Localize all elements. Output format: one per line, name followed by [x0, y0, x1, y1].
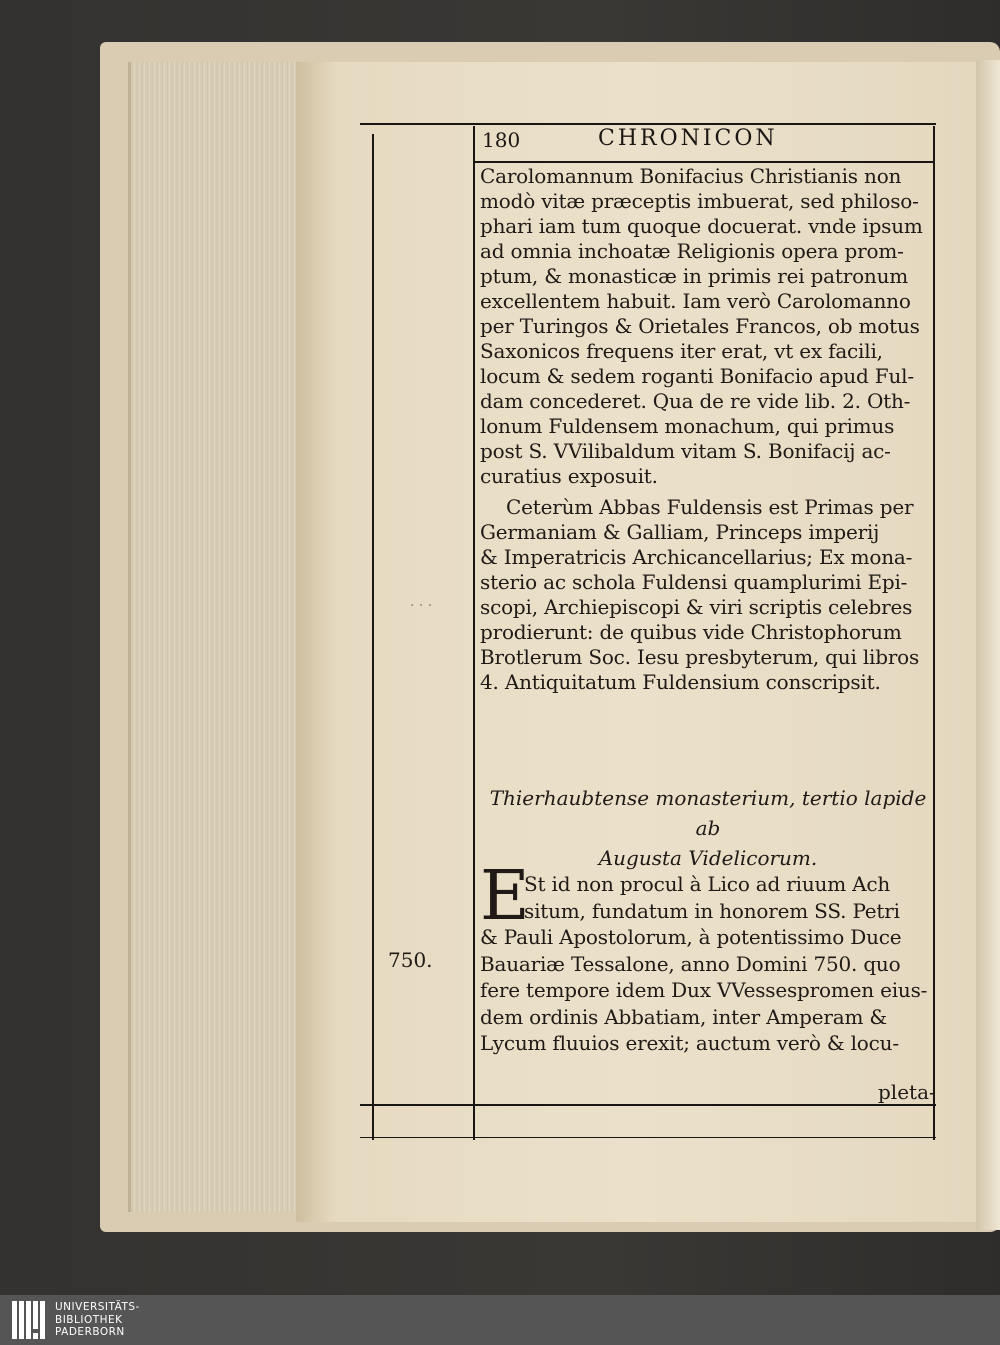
- library-logo-icon: [12, 1301, 46, 1339]
- text-line: Ceterùm Abbas Fuldensis est Primas per: [506, 495, 914, 519]
- section-heading: [480, 783, 936, 873]
- text-frame-left: [473, 126, 475, 1140]
- running-title: CHRONICON: [598, 126, 778, 151]
- logo-line: BIBLIOTHEK: [55, 1313, 123, 1326]
- library-logo-text: [55, 1301, 140, 1339]
- heading-line: Thierhaubtense monasterium, tertio lapide ab: [489, 786, 927, 840]
- text-line: excellentem habuit. Iam verò Carolomanno: [480, 289, 911, 313]
- heading-line: Augusta Videlicorum.: [598, 846, 818, 870]
- text-line: Lycum fluuios erexit; auctum verò & locu-: [480, 1031, 899, 1055]
- library-footer: [0, 1295, 1000, 1345]
- text-line: prodierunt: de quibus vide Christophorum: [480, 620, 902, 644]
- text-line: ad omnia inchoatæ Religionis opera prom-: [480, 239, 904, 263]
- catchword: pleta-: [878, 1080, 936, 1104]
- text-line: Germaniam & Galliam, Princeps imperij: [480, 520, 880, 544]
- margin-note-year: 750.: [388, 948, 433, 972]
- ink-specks: · ‧ ·: [410, 598, 433, 614]
- text-line: ptum, & monasticæ in primis rei patronum: [480, 264, 909, 288]
- logo-line: PADERBORN: [55, 1326, 125, 1338]
- text-line: Brotlerum Soc. Iesu presbyterum, qui libros: [480, 645, 920, 669]
- text-line: dem ordinis Abbatiam, inter Amperam &: [480, 1004, 887, 1029]
- margin-frame-left: [372, 134, 374, 1140]
- logo-line: UNIVERSITÄTS-: [55, 1301, 140, 1313]
- text-line: dam concederet. Qua de re vide lib. 2. Oth-: [480, 389, 911, 413]
- page-right-edge: [976, 60, 1000, 1230]
- text-line: Saxonicos frequens iter erat, vt ex facili,: [480, 339, 883, 363]
- text-line: post S. VVilibaldum vitam S. Bonifacij ac-: [480, 439, 891, 463]
- text-line: modò vitæ præceptis imbuerat, sed philoso-: [480, 189, 919, 213]
- text-line: 4. Antiquitatum Fuldensium conscripsit.: [480, 670, 881, 694]
- text-line: situm, fundatum in honorem SS. Petri: [524, 898, 900, 923]
- text-line: St id non procul à Lico ad riuum Ach: [524, 872, 891, 896]
- text-line: curatius exposuit.: [480, 464, 658, 488]
- body-text: [480, 164, 936, 695]
- frame-bottom-outer: [360, 1137, 936, 1138]
- text-line: per Turingos & Orietales Francos, ob motus: [480, 314, 920, 338]
- header-underline: [475, 161, 935, 163]
- text-line: scopi, Archiepiscopi & viri scriptis celebres: [480, 595, 913, 619]
- text-line: locum & sedem roganti Bonifacio apud Ful-: [480, 364, 914, 388]
- page-number: 180: [482, 128, 521, 152]
- text-line: Bauariæ Tessalone, anno Domini 750. quo: [480, 951, 901, 976]
- header-rule: [360, 123, 936, 125]
- text-line: & Imperatricis Archicancellarius; Ex mona-: [480, 545, 913, 569]
- text-line: Carolomannum Bonifacius Christianis non: [480, 164, 902, 188]
- section-text: [480, 871, 936, 1057]
- text-line: & Pauli Apostolorum, à potentissimo Duce: [480, 925, 902, 949]
- page-edges: [128, 62, 299, 1212]
- text-line: fere tempore idem Dux VVessespromen eius-: [480, 978, 928, 1002]
- text-frame-bottom: [360, 1104, 936, 1106]
- drop-cap: E: [480, 857, 530, 936]
- text-line: sterio ac schola Fuldensi quamplurimi Epi-: [480, 570, 908, 594]
- text-line: phari iam tum quoque docuerat. vnde ipsum: [480, 214, 923, 238]
- text-line: lonum Fuldensem monachum, qui primus: [480, 414, 895, 438]
